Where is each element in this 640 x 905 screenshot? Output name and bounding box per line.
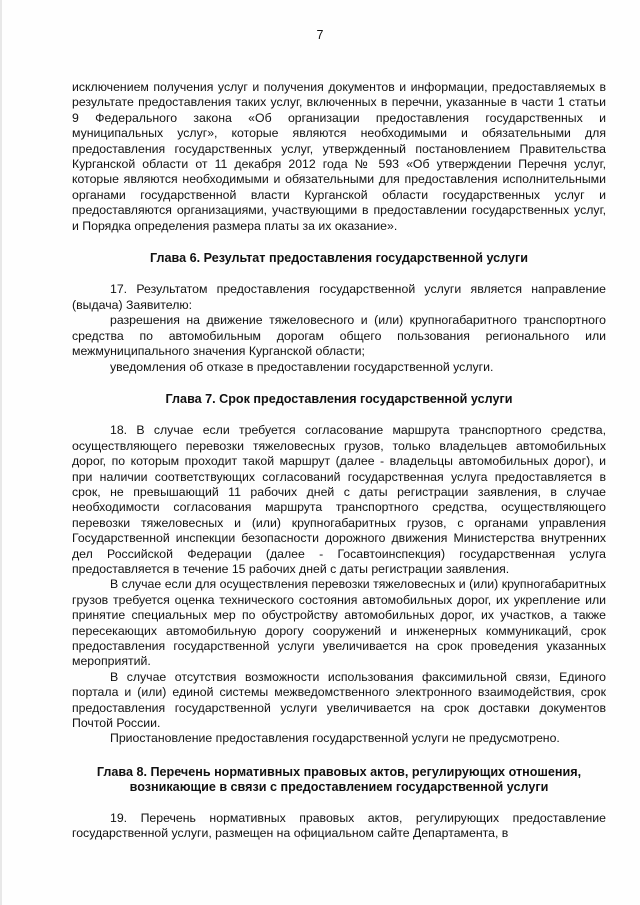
paragraph-18: 18. В случае если требуется согласование маршрута транспортного средства, осуществляющего перевозки тяжеловесных грузов, только владельцев автомобильных дорог, по которым проходит такой маршрут (далее - владельцы автомобильных дорог), и при наличии соответствующих согласований государственная услуга предоставляется в срок, не превышающий 11 рабочих дней с даты регистрации заявления, в случае необходимости согласования маршрута транспортного средства, осуществляющего перевозки тяжеловесных и (или) крупногабаритных грузов, с органами управления Государственной инспекции безопасности дорожного движения Министерства внутренних дел Российской Федерации (далее - Госавтоинспекция) государственная услуга предоставляется в течение 15 рабочих дней с даты регистрации заявления. <box>72 423 606 576</box>
paragraph-18-road-assessment: В случае если для осуществления перевозки тяжеловесных и (или) крупногабаритных грузов требуется оценка технического состояния автомобильных дорог, их укрепление или принятие специальных мер по обустройству автомобильных дорог, их участков, а также пересекающих автомобильную дорогу сооружений и инженерных коммуникаций, срок предоставления государственной услуги увеличивается на срок проведения указанных мероприятий. <box>72 577 606 669</box>
paragraph-intro-continuation: исключением получения услуг и получения документов и информации, предоставляемых в результате предоставления таких услуг, включенных в перечни, указанные в части 1 статьи 9 Федерального закона «Об организации предоставления государственных и муниципальных услуг», которые являются необходимыми и обязательными для предоставления государственных услуг, утвержденный постановлением Правительства Курганской области от 11 декабря 2012 года № 593 «Об утверждении Перечня услуг, которые являются необходимыми и обязательными для предоставления исполнительными органами государственной власти Курганской области государственных услуг и предоставляются организациями, участвующими в предоставлении государственных услуг, и Порядка определения размера платы за их оказание». <box>72 80 606 233</box>
chapter-7-heading: Глава 7. Срок предоставления государственной услуги <box>165 391 513 406</box>
scan-edge <box>0 0 2 905</box>
paragraph-17-item-refusal: уведомления об отказе в предоставлении государственной услуги. <box>110 359 494 374</box>
chapter-6-heading: Глава 6. Результат предоставления государственной услуги <box>150 251 528 266</box>
paragraph-17: 17. Результатом предоставления государственной услуги является направление (выдача) Заявителю: <box>72 282 606 312</box>
document-body <box>72 80 606 841</box>
chapter-8-heading-line-1: Глава 8. Перечень нормативных правовых актов, регулирующих отношения, <box>96 764 582 779</box>
page-number: 7 <box>316 28 324 42</box>
paragraph-17-item-permit: разрешения на движение тяжеловесного и (или) крупногабаритного транспортного средства по автомобильным дорогам общего пользования регионального или межмуниципального значения Курганской области; <box>72 313 606 359</box>
paragraph-19: 19. Перечень нормативных правовых актов, регулирующих предоставление государственной услуги, размещен на официальном сайте Департамента, в <box>72 810 606 841</box>
paragraph-18-no-suspension: Приостановление предоставления государственной услуги не предусмотрено. <box>110 731 560 746</box>
paragraph-18-no-fax: В случае отсутствия возможности использования факсимильной связи, Единого портала и (или) единой системы межведомственного электронного взаимодействия, срок предоставления государственной услуги увеличивается на срок доставки документов Почтой России. <box>72 669 606 731</box>
chapter-8-heading <box>72 765 606 796</box>
chapter-8-heading-line-2: возникающие в связи с предоставлением государственной услуги <box>129 780 549 795</box>
